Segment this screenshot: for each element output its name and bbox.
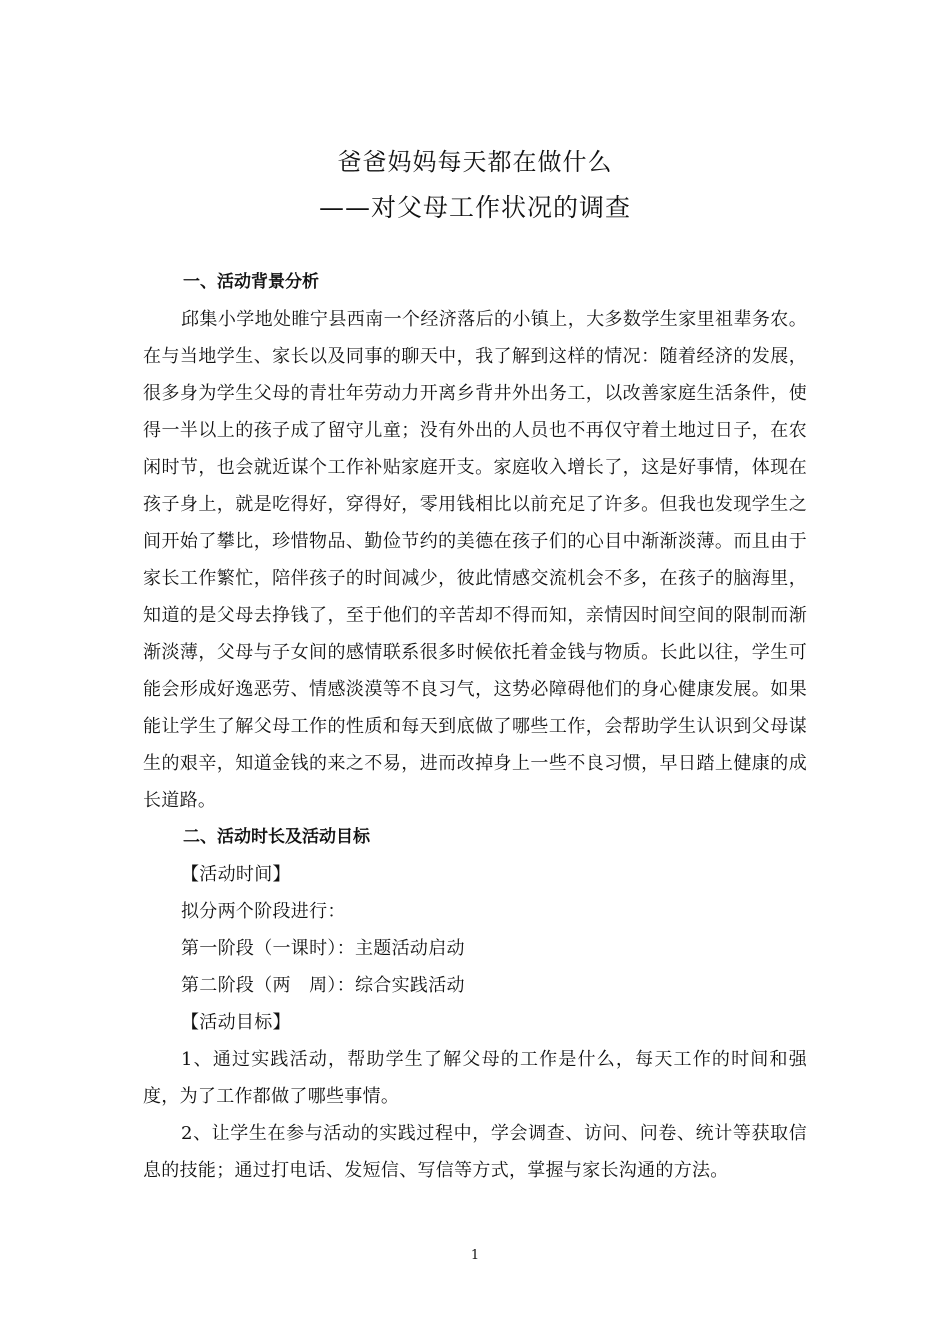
stage-two: 第二阶段（两 周）：综合实践活动 (181, 975, 465, 996)
document-subtitle: ——对父母工作状况的调查 (318, 193, 631, 222)
section-heading-duration-goals: 二、活动时长及活动目标 (183, 827, 370, 847)
goal-item-1: 1、通过实践活动，帮助学生了解父母的工作是什么，每天工作的时间和强度，为了工作都做了哪些事情。 (143, 1049, 807, 1107)
page-number: 1 (470, 1248, 480, 1263)
section-heading-background: 一、活动背景分析 (183, 272, 319, 292)
activity-time-label: 【活动时间】 (181, 864, 291, 885)
time-intro: 拟分两个阶段进行： (181, 901, 346, 922)
activity-goal-label: 【活动目标】 (181, 1012, 291, 1033)
stage-one: 第一阶段（一课时）：主题活动启动 (181, 938, 465, 959)
document-title: 爸爸妈妈每天都在做什么 (337, 148, 613, 176)
document-body (143, 264, 807, 1189)
goal-item-2: 2、让学生在参与活动的实践过程中，学会调查、访问、问卷、统计等获取信息的技能；通过打电话、发短信、写信等方式，掌握与家长沟通的方法。 (143, 1123, 807, 1181)
background-paragraph: 邱集小学地处睢宁县西南一个经济落后的小镇上，大多数学生家里祖辈务农。在与当地学生、家长以及同事的聊天中，我了解到这样的情况：随着经济的发展，很多身为学生父母的青壮年劳动力开离乡背井外出务工，以改善家庭生活条件，使得一半以上的孩子成了留守儿童；没有外出的人员也不再仅守着土地过日子，在农闲时节，也会就近谋个工作补贴家庭开支。家庭收入增长了，这是好事情，体现在孩子身上，就是吃得好，穿得好，零用钱相比以前充足了许多。但我也发现学生之间开始了攀比，珍惜物品、勤俭节约的美德在孩子们的心目中渐渐淡薄。而且由于家长工作繁忙，陪伴孩子的时间减少，彼此情感交流机会不多，在孩子的脑海里，知道的是父母去挣钱了，至于他们的辛苦却不得而知，亲情因时间空间的限制而渐渐淡薄，父母与子女间的感情联系很多时候依托着金钱与物质。长此以往，学生可能会形成好逸恶劳、情感淡漠等不良习气，这势必障碍他们的身心健康发展。如果能让学生了解父母工作的性质和每天到底做了哪些工作，会帮助学生认识到父母谋生的艰辛，知道金钱的来之不易，进而改掉身上一些不良习惯，早日踏上健康的成长道路。 (143, 309, 807, 811)
